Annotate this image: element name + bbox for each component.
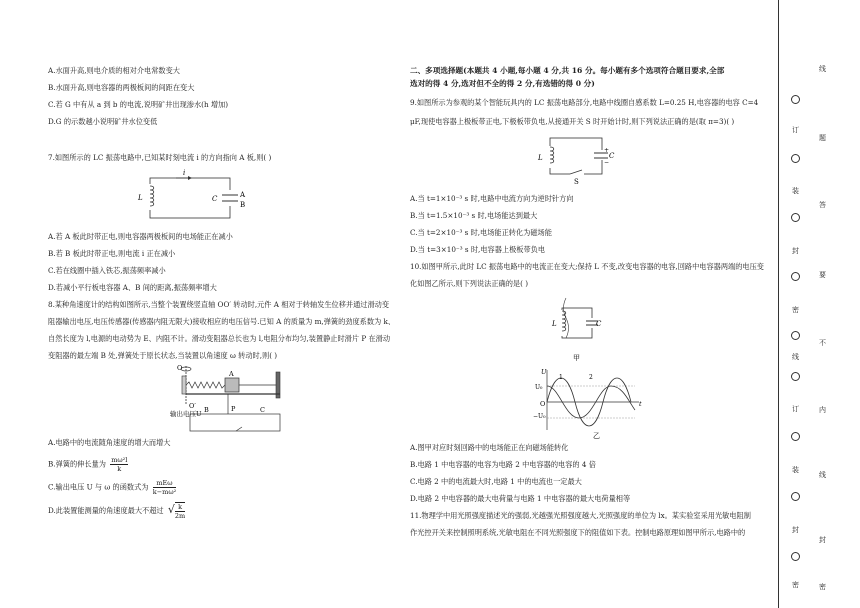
q9-option-b: B.当 t=1.5×10⁻³ s 时,电场能达到最大 <box>410 211 538 220</box>
binding-char-7: 线 <box>819 471 826 479</box>
q9-option-a: A.当 t=1×10⁻³ s 时,电路中电流方向为逆时针方向 <box>410 194 574 203</box>
angular-velocity-meter-figure <box>168 364 298 434</box>
q9-option-c: C.当 t=2×10⁻³ s 时,电场能正转化为磁场能 <box>410 228 552 237</box>
fig10-origin: O <box>540 400 546 408</box>
fig7-a-label: A <box>240 191 246 199</box>
option-b: B.水面升高,则电容器的两极板间的间距在变大 <box>48 83 195 92</box>
fig10-curve-1: 1 <box>559 374 563 381</box>
q8-option-b <box>48 456 128 473</box>
binding-label-1: 订 <box>792 126 799 134</box>
lc-circuit-figure-9 <box>538 132 614 186</box>
binding-solid-line <box>778 0 779 608</box>
binding-char-8: 封 <box>819 536 826 544</box>
question-9-line-2: μF,现使电容器上极板带正电,下极板带负电,从接通开关 S 时开始计时,则下列说法正确的是(取 π=3)( ) <box>410 117 735 126</box>
q10-option-d: D.电路 2 中电容器的最大电荷量与电路 1 中电容器的最大电荷量相等 <box>410 494 631 503</box>
binding-label-9: 密 <box>792 581 799 589</box>
binding-char-4: 要 <box>819 271 826 279</box>
binding-label-2: 装 <box>792 187 799 195</box>
q7-option-c: C.若在线圈中插入铁芯,振荡频率减小 <box>48 266 166 275</box>
q8c-text: C.输出电压 U 与 ω 的函数式为 <box>48 482 149 492</box>
fig9-l-label: L <box>538 154 543 162</box>
question-10-line-1: 10.如图甲所示,此时 LC 振荡电路中的电流正在变大;保持 L 不变,改变电容器的电容,回路中电容器两端的电压变 <box>410 262 764 271</box>
binding-label-7: 装 <box>792 466 799 474</box>
q8d-sqrt: √ $\frac{k}{2m}$ <box>167 503 186 520</box>
q10-option-c: C.电路 2 中的电流最大时,电路 1 中的电流也一定最大 <box>410 477 582 486</box>
q8c-numerator: mEω <box>153 479 176 488</box>
question-8-line-4: 变阻器的最左端 B 处,弹簧处于原长状态,当装置以角速度 ω 转动时,则( ) <box>48 351 278 360</box>
binding-label-6: 订 <box>792 405 799 413</box>
fig7-l-label: L <box>138 194 143 202</box>
voltage-graph-figure-10-yi <box>535 366 645 438</box>
q8b-text: B.弹簧的伸长量为 <box>48 459 106 469</box>
fig9-s-label: S <box>574 178 579 186</box>
fig8-c-label: C <box>260 406 265 414</box>
fig7-i-label: i <box>183 169 186 177</box>
fig7-c-label: C <box>212 195 218 203</box>
binding-char-3: 答 <box>819 201 826 209</box>
q9-option-d: D.当 t=3×10⁻³ s 时,电容器上极板带负电 <box>410 245 546 254</box>
fig10-jia-caption: 甲 <box>573 354 580 362</box>
binding-hole-7 <box>791 432 800 441</box>
q8b-fraction <box>110 456 128 473</box>
binding-hole-3 <box>791 213 800 222</box>
fig10-curve-2: 2 <box>589 374 593 381</box>
binding-hole-4 <box>791 272 800 281</box>
fig10-l-label: L <box>552 320 557 328</box>
question-9-line-1: 9.如图所示为参观的某个智能玩具内的 LC 振荡电路部分,电路中线圈自感系数 L=0.25 H,电容器的电容 C=4 <box>410 98 759 107</box>
option-a: A.水面升高,则电介质的相对介电常数变大 <box>48 66 180 75</box>
fig7-b-label: B <box>240 201 246 209</box>
question-11-line-1: 11.物理学中用光照强度描述光的强弱,光越强光照强度越大,光照强度的单位为 lx。某实验室采用光敏电阻制 <box>410 511 751 520</box>
q8d-numerator: k <box>175 503 185 512</box>
fig9-c-label: C <box>609 152 615 160</box>
binding-char-1: 线 <box>819 65 826 73</box>
binding-hole-5 <box>791 331 800 340</box>
option-c: C.若 G 中有从 a 到 b 的电流,说明矿井出现渗水(h 增加) <box>48 100 229 109</box>
question-8-line-2: 阻器输出电压,电压传感器(传感器内阻无限大)接收相应的电压信号.已知 A 的质量为 m,弹簧的劲度系数为 k、 <box>48 317 396 326</box>
binding-hole-2 <box>791 154 800 163</box>
question-11-line-2: 作光控开关来控制照明系统,光敏电阻在不同光照强度下的阻值如下表。控制电路原理如图甲所示,电路中的 <box>410 528 746 537</box>
q8-option-d <box>48 502 185 520</box>
binding-char-2: 题 <box>819 134 826 142</box>
binding-char-6: 内 <box>819 406 826 414</box>
section-heading: 二、多项选择题(本题共 4 小题,每小题 4 分,共 16 分。每小题有多个选项符合题目要求,全部 <box>410 66 725 75</box>
binding-label-3: 封 <box>792 247 799 255</box>
lc-circuit-figure-10-jia <box>550 294 604 364</box>
q8b-numerator: mω²l <box>111 456 128 464</box>
fig8-b-label: B <box>204 406 209 414</box>
binding-hole-6 <box>791 372 800 381</box>
lc-circuit-figure-7 <box>136 170 246 228</box>
q10-option-a: A.图甲对应时刻回路中的电场能正在向磁场能转化 <box>410 443 569 452</box>
fig8-a-label: A <box>229 370 234 378</box>
fig8-oprime-label: O′ <box>189 402 196 410</box>
q8b-denominator: k <box>117 465 122 473</box>
fig10-u0: U₀ <box>535 384 543 391</box>
q8-option-c <box>48 479 176 496</box>
question-8-line-1: 8.某种角速度计的结构如图所示,当整个装置绕竖直轴 OO′ 转动时,元件 A 相对于转轴发生位移并通过滑动变 <box>48 300 390 309</box>
question-10-line-2: 化如图乙所示,则下列说法正确的是( ) <box>410 279 528 288</box>
section-heading-2: 选对的得 4 分,选对但不全的得 2 分,有选错的得 0 分) <box>410 79 595 88</box>
q7-option-d: D.若减小平行板电容器 A、B 间的距离,振荡频率增大 <box>48 283 217 292</box>
q7-option-a: A.若 A 板此时带正电,则电容器两极板间的电场能正在减小 <box>48 232 233 241</box>
option-d: D.G 的示数越小说明矿井水位变低 <box>48 117 158 126</box>
question-7: 7.如图所示的 LC 振荡电路中,已知某时刻电流 i 的方向指向 A 板,则( ) <box>48 153 272 162</box>
fig8-p-label: P <box>231 405 236 413</box>
binding-label-4: 密 <box>792 306 799 314</box>
binding-label-5: 线 <box>792 353 799 361</box>
fig9-plus: + <box>604 147 610 154</box>
q7-option-b: B.若 B 板此时带正电,则电流 i 正在减小 <box>48 249 176 258</box>
fig8-output-label: 输出电压U <box>170 410 202 418</box>
binding-hole-1 <box>791 95 800 104</box>
fig10-minus-u0: −U₀ <box>533 413 546 420</box>
binding-hole-9 <box>791 552 800 561</box>
binding-char-9: 密 <box>819 583 826 591</box>
fig10-yi-caption: 乙 <box>593 432 600 440</box>
q8d-text: D.此装置能测量的角速度最大不超过 <box>48 506 164 515</box>
binding-label-8: 封 <box>792 526 799 534</box>
binding-margin <box>775 0 860 608</box>
binding-hole-8 <box>791 492 800 501</box>
question-8-line-3: 自然长度为 l,电源的电动势为 E、内阻不计。滑动变阻器总长也为 l,电阻分布均匀,装置静止时滑片 P 在滑动 <box>48 334 391 343</box>
fig10-u-axis: U <box>541 368 547 376</box>
fig9-minus: − <box>604 159 610 166</box>
q8c-fraction <box>153 479 176 496</box>
fig8-o-label: O <box>177 364 183 372</box>
fig10-c-label: C <box>596 320 602 328</box>
q8c-denominator: k−mω² <box>152 488 177 496</box>
q10-option-b: B.电路 1 中电容器的电容为电路 2 中电容器的电容的 4 倍 <box>410 460 596 469</box>
q8d-denominator: 2m <box>174 512 186 520</box>
fig10-t-axis: t <box>639 400 642 408</box>
binding-char-5: 不 <box>819 339 826 347</box>
q8-option-a: A.电路中的电流随角速度的增大而增大 <box>48 438 171 447</box>
